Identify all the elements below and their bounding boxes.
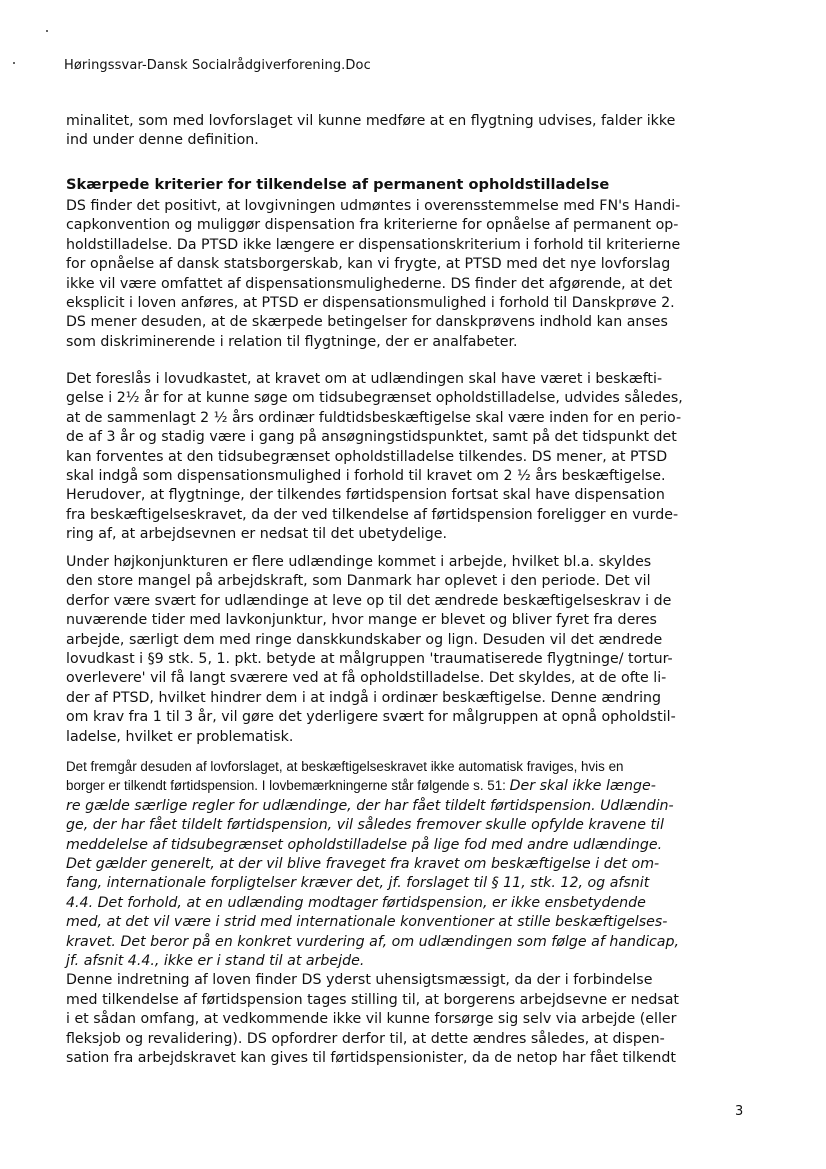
text-line: nuværende tider med lavkonjunktur, hvor mange er blevet og bliver fyret fra deres xyxy=(66,612,657,629)
quote-line: fang, internationale forpligtelser kræver det, jf. forslaget til § 11, stk. 12, og afsnit xyxy=(66,875,650,892)
text-line: minalitet, som med lovforslaget vil kunne medføre at en flygtning udvises, falder ikke xyxy=(66,113,676,129)
paragraph-3 xyxy=(66,553,742,747)
quote-line: Det gælder generelt, at der vil blive fraveget fra kravet om beskæftigelse i det om- xyxy=(66,856,660,873)
text-line: ladelse, hvilket er problematisk. xyxy=(66,728,294,745)
text-line: capkonvention og muliggør dispensation fra kriterierne for opnåelse af permanent op- xyxy=(66,217,679,234)
text-line: fra beskæftigelseskravet, da der ved tilkendelse af førtidspension foreligger en vurde- xyxy=(66,506,679,523)
text-line: ring af, at arbejdsevnen er nedsat til det ubetydelige. xyxy=(66,526,447,543)
text-line: derfor være svært for udlændinge at leve op til det ændrede beskæftigelseskrav i de xyxy=(66,592,672,609)
scan-speck xyxy=(13,62,15,64)
text-line: med tilkendelse af førtidspension tages stilling til, at borgerens arbejdsevne er nedsat xyxy=(66,991,679,1008)
paragraph-1 xyxy=(66,197,742,352)
text-line: for opnåelse af dansk statsborgerskab, kan vi frygte, at PTSD med det nye lovforslag xyxy=(66,256,671,273)
text-line: Det fremgår desuden af lovforslaget, at beskæftigelseskravet ikke automatisk fraviges, hvis en xyxy=(66,759,624,774)
document-header: Høringssvar-Dansk Socialrådgiverforening.Doc xyxy=(64,58,371,73)
quote-line: med, at det vil være i strid med internationale konventioner at stille beskæftigelses- xyxy=(66,914,668,931)
paragraph-2 xyxy=(66,370,742,545)
text-line: kan forventes at den tidsubegrænset opholdstilladelse tilkendes. DS mener, at PTSD xyxy=(66,448,668,465)
text-line: skal indgå som dispensationsmulighed i forhold til kravet om 2 ½ års beskæftigelse. xyxy=(66,468,666,485)
intro-paragraph xyxy=(66,112,742,151)
text-line: de af 3 år og stadig være i gang på ansøgningstidspunktet, samt på det tidspunkt det xyxy=(66,429,677,446)
paragraph-4 xyxy=(66,757,742,1069)
quote-line: meddelelse af tidsubegrænset opholdstilladelse på lige fod med andre udlændinge. xyxy=(66,836,663,853)
page-number: 3 xyxy=(735,1104,744,1119)
quote-segment: Der skal ikke længe- xyxy=(509,778,656,795)
text-line: gelse i 2½ år for at kunne søge om tidsubegrænset opholdstilladelse, udvides således, xyxy=(66,390,683,407)
quote-line: 4.4. Det forhold, at en udlænding modtager førtidspension, er ikke ensbetydende xyxy=(66,894,646,911)
text-line: eksplicit i loven anføres, at PTSD er dispensationsmulighed i forhold til Danskprøve 2. xyxy=(66,295,675,312)
text-line: ikke vil være omfattet af dispensationsmulighederne. DS finder det afgørende, at det xyxy=(66,275,673,292)
text-line: Under højkonjunkturen er flere udlændinge kommet i arbejde, hvilket bl.a. skyldes xyxy=(66,554,652,570)
section-heading: Skærpede kriterier for tilkendelse af permanent opholdstilladelse xyxy=(66,176,610,193)
text-line: DS finder det positivt, at lovgivningen udmøntes i overensstemmelse med FN's Handi- xyxy=(66,198,681,214)
text-line xyxy=(66,776,742,796)
text-line: overlevere' vil få langt sværere ved at få opholdstilladelse. Det skyldes, at de ofte li- xyxy=(66,670,667,687)
text-line: holdstilladelse. Da PTSD ikke længere er dispensationskriterium i forhold til kriterierne xyxy=(66,236,681,253)
text-line: lovudkast i §9 stk. 5, 1. pkt. betyde at målgruppen 'traumatiserede flygtninge/ tortur- xyxy=(66,651,673,668)
quote-line: re gælde særlige regler for udlændinge, der har fået tildelt førtidspension. Udlændin- xyxy=(66,797,674,814)
quote-line: kravet. Det beror på en konkret vurdering af, om udlændingen som følge af handicap, xyxy=(66,933,679,950)
text-line: der af PTSD, hvilket hindrer dem i at indgå i ordinær beskæftigelse. Denne ændring xyxy=(66,689,662,706)
text-line: ind under denne definition. xyxy=(66,132,259,149)
text-line: fleksjob og revalidering). DS opfordrer derfor til, at dette ændres således, at dispen- xyxy=(66,1030,665,1047)
text-line: Herudover, at flygtninge, der tilkendes førtidspension fortsat skal have dispensation xyxy=(66,487,665,504)
text-line: som diskriminerende i relation til flygtninge, der er analfabeter. xyxy=(66,333,518,350)
text-line: DS mener desuden, at de skærpede betingelser for danskprøvens indhold kan anses xyxy=(66,314,668,331)
text-line: arbejde, særligt dem med ringe danskkundskaber og lign. Desuden vil det ændrede xyxy=(66,631,663,648)
text-line: at de sammenlagt 2 ½ års ordinær fuldtidsbeskæftigelse skal være inden for en perio- xyxy=(66,409,682,426)
text-line: den store mangel på arbejdskraft, som Danmark har oplevet i den periode. Det vil xyxy=(66,573,651,590)
quote-line: ge, der har fået tildelt førtidspension, vil således fremover skulle opfylde kravene til xyxy=(66,817,664,834)
text-line: Det foreslås i lovudkastet, at kravet om at udlændingen skal have været i beskæfti- xyxy=(66,371,663,387)
text-line: om krav fra 1 til 3 år, vil gøre det yderligere svært for målgruppen at opnå opholdstil- xyxy=(66,709,676,726)
text-line: sation fra arbejdskravet kan gives til førtidspensionister, da de netop har fået tilkendt xyxy=(66,1050,676,1067)
text-segment: borger er tilkendt førtidspension. I lovbemærkningerne står følgende s. 51: xyxy=(66,778,510,794)
text-line: Denne indretning af loven finder DS yderst uhensigtsmæssigt, da der i forbindelse xyxy=(66,972,653,989)
scan-speck xyxy=(46,30,48,32)
quote-line: jf. afsnit 4.4., ikke er i stand til at arbejde. xyxy=(66,953,365,970)
text-line: i et sådan omfang, at vedkommende ikke vil kunne forsørge sig selv via arbejde (eller xyxy=(66,1011,677,1028)
